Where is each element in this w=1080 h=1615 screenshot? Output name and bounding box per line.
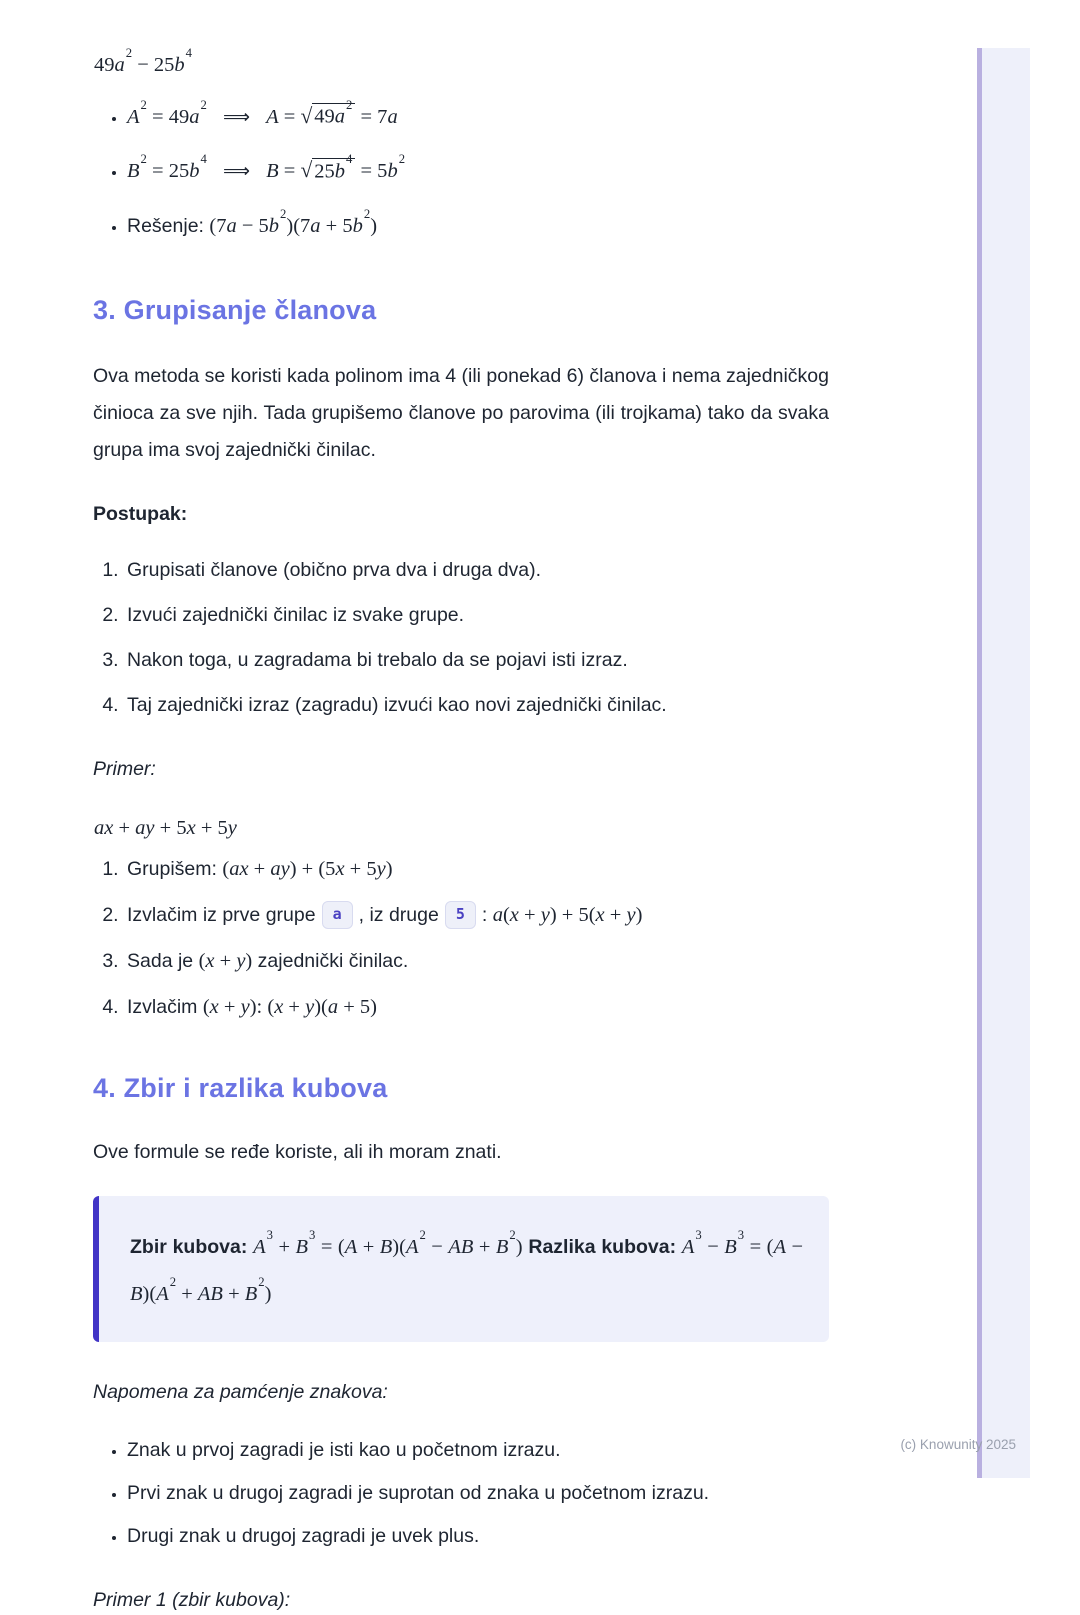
- math-step-b: $B^2 = 25b^4$ ⟹ $B = √25b^4 = 5b^2$: [127, 152, 406, 183]
- step-math: (x + y): (x + y)(a + 5): [202, 995, 378, 1018]
- solution-math: $(7a - 5b^2)(7a + 5b^2)$: [209, 207, 378, 238]
- signs-notes-list: [93, 1436, 829, 1550]
- expression-grouping-example: ax + ay + 5x + 5y: [94, 816, 237, 839]
- expression-difference-of-squares: $49a^2 - 25b^4$: [94, 46, 193, 76]
- note-item: • Znak u prvoj zagradi je isti kao u početnom izrazu.: [127, 1436, 829, 1464]
- code-chip-a: [322, 901, 353, 929]
- step-text: Grupišem:: [127, 857, 223, 880]
- chip-label: 5: [455, 904, 465, 923]
- cubes-intro-paragraph: Ove formule se ređe koriste, ali ih moram znati.: [93, 1141, 502, 1164]
- step-math: a(x + y) + 5(x + y): [492, 903, 643, 926]
- list-item: [127, 148, 829, 190]
- side-strip: [977, 48, 1030, 1478]
- step-math: (x + y): [198, 949, 253, 972]
- step-text: Izvlačim iz prve grupe: [127, 903, 316, 926]
- example-steps-list: [93, 854, 829, 1022]
- chip-label: a: [332, 904, 342, 923]
- step-text: , iz druge: [358, 903, 439, 926]
- document-content: [93, 0, 829, 1615]
- section-heading-grouping: 3. Grupisanje članova: [93, 295, 377, 326]
- step-text: :: [481, 903, 493, 926]
- procedure-step: 2. Izvući zajednički činilac iz svake grupe.: [124, 601, 829, 629]
- difference-of-cubes-formula: $A^3 - B^3 = (A - B)(A^2$ + AB + $B^2$): [130, 1228, 804, 1305]
- sum-of-cubes-formula: $A^3 + B^3 = (A + B)(A^2$ − AB + $B^2$): [253, 1228, 523, 1259]
- formula-callout: [93, 1196, 829, 1342]
- copyright-footer: (c) Knowunity 2025: [900, 1437, 1016, 1452]
- example-step: [124, 992, 829, 1022]
- step-math: (ax + ay) + (5x + 5y): [222, 857, 393, 880]
- solution-label: Rešenje:: [127, 215, 210, 238]
- procedure-steps-list: [93, 556, 829, 719]
- difference-of-cubes-label: Razlika kubova:: [528, 1236, 677, 1259]
- example-label: Primer:: [93, 757, 156, 780]
- example-step: [124, 854, 829, 884]
- grouping-intro-paragraph: Ova metoda se koristi kada polinom ima 4 (ili ponekad 6) članova i nema zajedničkog činioca za sve njih. Tada grupišemo članove po parovima (ili trojkama) tako da svaka grupa ima svoj zajednički činilac.: [93, 364, 829, 461]
- example-step: [124, 946, 829, 976]
- procedure-step: 1. Grupisati članove (obično prva dva i druga dva).: [124, 556, 829, 584]
- example-step: [124, 900, 829, 930]
- procedure-label: Postupak:: [93, 502, 188, 525]
- intro-example-bullets: [93, 93, 829, 244]
- note-item: • Prvi znak u drugoj zagradi je suprotan od znaka u početnom izrazu.: [127, 1479, 829, 1507]
- sum-of-cubes-label: Zbir kubova:: [130, 1236, 248, 1259]
- procedure-step: 3. Nakon toga, u zagradama bi trebalo da se pojavi isti izraz.: [124, 646, 829, 674]
- section-heading-cubes: 4. Zbir i razlika kubova: [93, 1072, 388, 1103]
- list-item: [127, 93, 829, 135]
- signs-note-label: Napomena za pamćenje znakova:: [93, 1380, 388, 1403]
- step-text: zajednički činilac.: [252, 949, 409, 972]
- math-step-a: $A^2 = 49a^2$ ⟹ $A = √49a^2 = 7a$: [127, 97, 398, 128]
- step-text: Izvlačim: [127, 995, 203, 1018]
- code-chip-5: [445, 901, 476, 929]
- list-item: [127, 202, 829, 244]
- step-text: Sada je: [127, 949, 199, 972]
- example1-label: Primer 1 (zbir kubova):: [93, 1588, 291, 1611]
- note-item: • Drugi znak u drugoj zagradi je uvek plus.: [127, 1522, 829, 1550]
- procedure-step: 4. Taj zajednički izraz (zagradu) izvući kao novi zajednički činilac.: [124, 691, 829, 719]
